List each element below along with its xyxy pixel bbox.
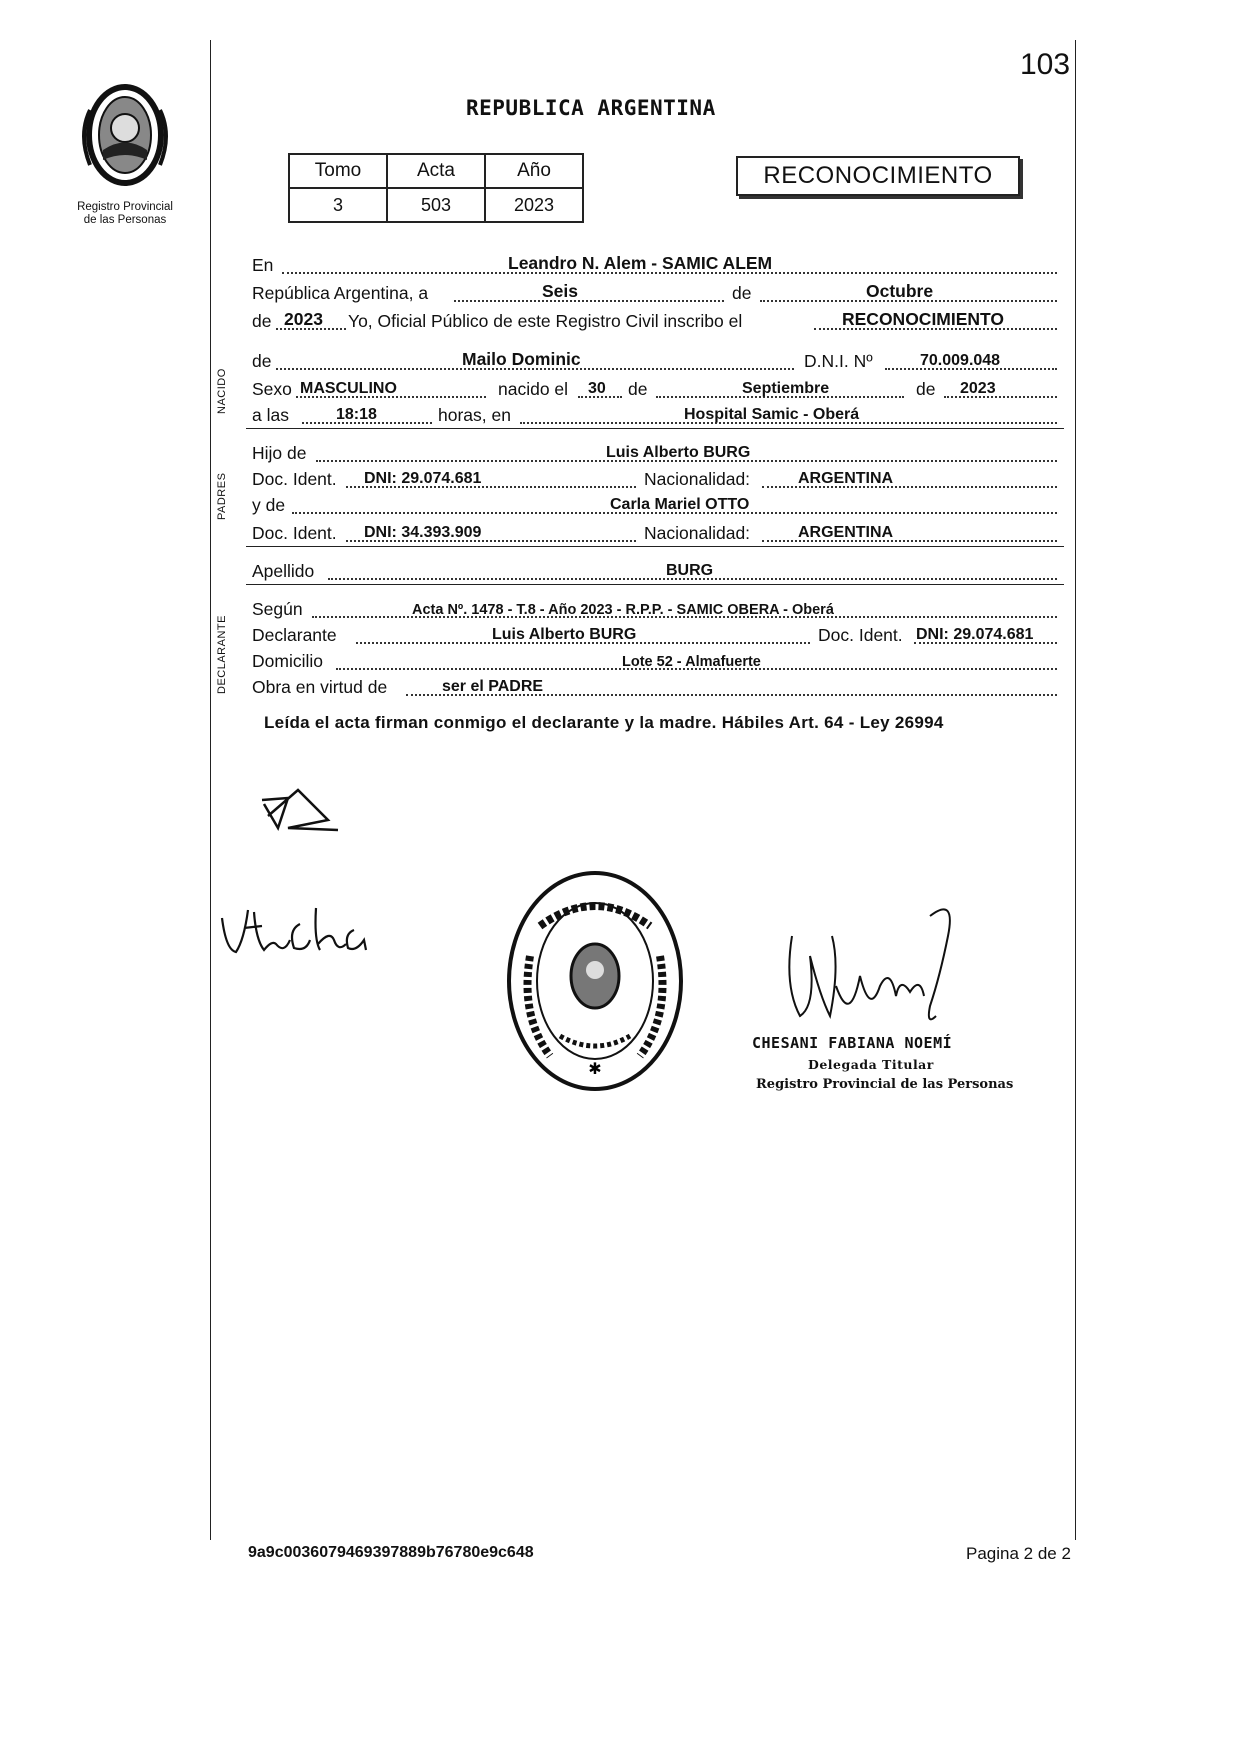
doc-label: Doc. Ident.: [252, 469, 337, 489]
official-seal-icon: [500, 866, 690, 1096]
table-row: [289, 154, 583, 188]
section-divider: [246, 546, 1064, 547]
closing-statement: Leída el acta firman conmigo el declarante y la madre. Hábiles Art. 64 - Ley 26994: [264, 713, 944, 732]
y-de-label: y de: [252, 495, 286, 515]
birth-year-value: 2023: [960, 380, 996, 397]
de-label-2: de: [252, 311, 272, 331]
official-role: Delegada Titular: [808, 1057, 934, 1072]
day-value: Seis: [542, 281, 578, 301]
sex-value: MASCULINO: [300, 380, 397, 397]
declarant-doc-value: DNI: 29.074.681: [916, 626, 1034, 643]
document-hash: 9a9c0036079469397889b76780e9c648: [248, 1544, 534, 1561]
birth-day-value: 30: [588, 380, 606, 397]
de-label: de: [732, 283, 752, 303]
table-row: [289, 188, 583, 222]
row-segun: [252, 596, 1062, 622]
row-declarant: [252, 622, 1062, 648]
father-nat-value: ARGENTINA: [798, 470, 894, 487]
father-doc-value: DNI: 29.074.681: [364, 470, 482, 487]
segun-value: Acta Nº. 1478 - T.8 - Año 2023 - R.P.P. - SAMIC OBERA - Oberá: [412, 602, 834, 618]
birth-month-value: Septiembre: [742, 380, 830, 397]
section-divider: [246, 584, 1064, 585]
doc-label-2: Doc. Ident.: [252, 523, 337, 543]
mother-signature: [214, 900, 374, 970]
page-title: REPUBLICA ARGENTINA: [466, 96, 716, 120]
yo-text: Yo, Oficial Público de este Registro Civil inscribo el: [348, 311, 743, 331]
row-sex: [252, 376, 1062, 402]
page-number: 103: [1020, 48, 1071, 81]
section-divider: [246, 428, 1064, 429]
year-value: 2023: [284, 309, 323, 329]
left-margin-line: [210, 40, 211, 1540]
nacido-label: nacido el: [498, 379, 569, 399]
acta-header: Acta: [387, 154, 485, 188]
child-name-value: Mailo Dominic: [462, 349, 581, 369]
birth-time-value: 18:18: [336, 406, 377, 423]
sexo-label: Sexo: [252, 379, 292, 399]
official-name: CHESANI FABIANA NOEMÍ: [752, 1034, 953, 1052]
father-name-value: Luis Alberto BURG: [606, 444, 751, 461]
de-label-5: de: [916, 379, 936, 399]
row-obra: [252, 674, 1062, 700]
declarant-signature: [258, 780, 348, 836]
mother-name-value: Carla Mariel OTTO: [610, 496, 750, 513]
side-label-padres: PADRES: [216, 472, 228, 520]
de-label-3: de: [252, 351, 272, 371]
tomo-value: 3: [289, 188, 387, 222]
logo-caption: Registro Provincial de las Personas: [77, 201, 173, 226]
obra-label: Obra en virtud de: [252, 677, 388, 697]
side-label-declarante: DECLARANTE: [216, 615, 228, 694]
row-place: [252, 252, 1062, 278]
dotted-line: [454, 300, 724, 302]
declarant-name-value: Luis Alberto BURG: [492, 626, 637, 643]
republica-label: República Argentina, a: [252, 283, 429, 303]
horas-label: horas, en: [438, 405, 511, 425]
row-father-doc: [252, 466, 1062, 492]
birth-place-value: Hospital Samic - Oberá: [684, 406, 860, 423]
surname-value: BURG: [666, 562, 714, 579]
place-value: Leandro N. Alem - SAMIC ALEM: [508, 253, 773, 273]
row-year: [252, 308, 1062, 334]
nacionalidad-label: Nacionalidad:: [644, 469, 751, 489]
recon-value: RECONOCIMIENTO: [842, 309, 1005, 329]
declarante-label: Declarante: [252, 625, 337, 645]
mother-doc-value: DNI: 34.393.909: [364, 524, 482, 541]
a-las-label: a las: [252, 405, 289, 425]
svg-text:✱: ✱: [588, 1059, 602, 1078]
row-surname: [252, 558, 1062, 584]
registry-table: [288, 153, 584, 223]
mother-nat-value: ARGENTINA: [798, 524, 894, 541]
act-type-box: RECONOCIMIENTO: [736, 156, 1020, 196]
child-dni-value: 70.009.048: [920, 352, 1001, 369]
row-date: [252, 280, 1062, 306]
registry-logo: [60, 80, 190, 227]
official-org: Registro Provincial de las Personas: [756, 1077, 1014, 1092]
official-signature: [780, 896, 980, 1036]
hijo-label: Hijo de: [252, 443, 307, 463]
ano-value: 2023: [485, 188, 583, 222]
row-domicile: [252, 648, 1062, 674]
doc-label-3: Doc. Ident.: [818, 625, 903, 645]
acta-value: 503: [387, 188, 485, 222]
tomo-header: Tomo: [289, 154, 387, 188]
province-emblem-icon: [70, 80, 180, 190]
row-child-name: [252, 348, 1062, 374]
right-margin-line: [1075, 40, 1076, 1540]
ano-header: Año: [485, 154, 583, 188]
row-birth-time: [252, 402, 1062, 428]
nacionalidad-label-2: Nacionalidad:: [644, 523, 751, 543]
en-label: En: [252, 255, 274, 275]
segun-label: Según: [252, 599, 303, 619]
obra-value: ser el PADRE: [442, 678, 544, 695]
row-father: [252, 440, 1062, 466]
row-mother: [252, 492, 1062, 518]
page-indicator: Pagina 2 de 2: [966, 1544, 1071, 1563]
month-value: Octubre: [866, 281, 934, 301]
side-label-nacido: NACIDO: [216, 368, 228, 414]
apellido-label: Apellido: [252, 561, 315, 581]
dni-label: D.N.I. Nº: [804, 351, 873, 371]
domicile-value: Lote 52 - Almafuerte: [622, 654, 761, 670]
domicilio-label: Domicilio: [252, 651, 323, 671]
row-mother-doc: [252, 520, 1062, 546]
de-label-4: de: [628, 379, 648, 399]
